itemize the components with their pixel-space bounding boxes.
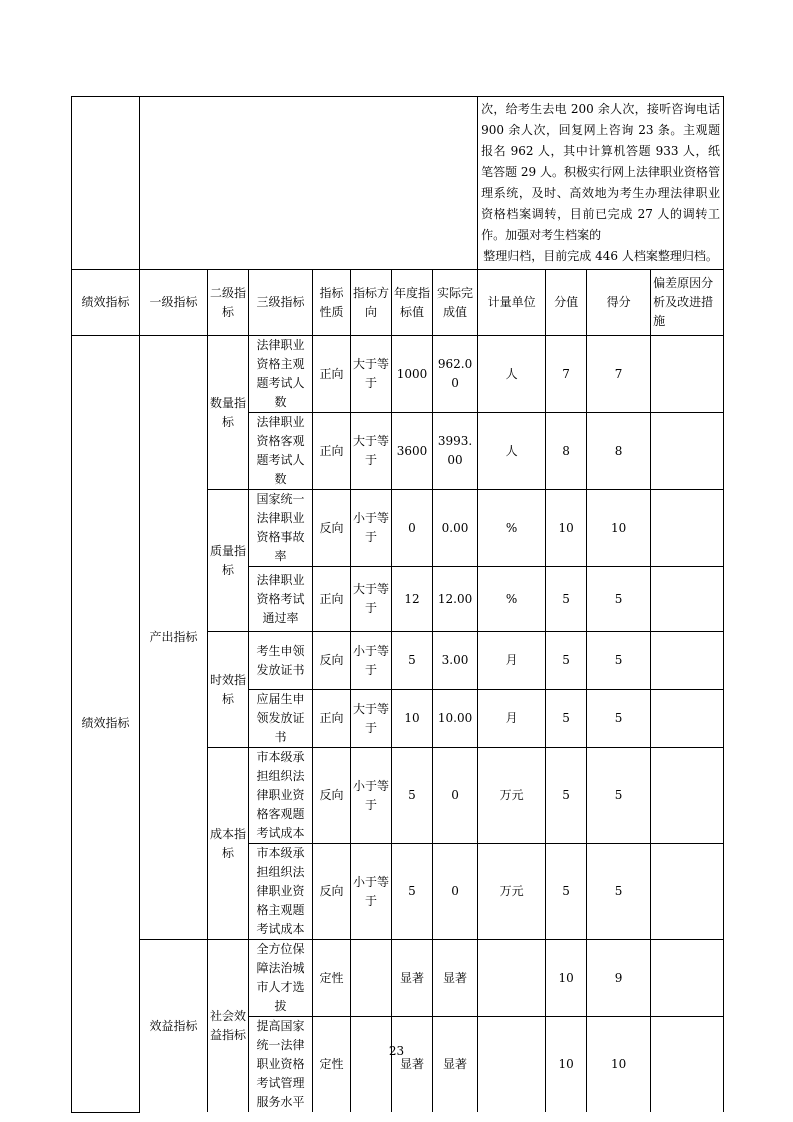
- indicator-annual: 5: [392, 748, 433, 844]
- text-line: 回复网上咨询 23 条。主观题报名 962 人，其中计算机答: [481, 123, 721, 158]
- indicator-annual: 5: [392, 844, 433, 940]
- level2-cost: 成本指标: [208, 748, 249, 940]
- text-line: 管理系统，及时、高效地为考生办理法律职业资格档案: [481, 165, 721, 221]
- header-nature: 指标性质: [313, 270, 351, 336]
- indicator-direction: 大于等于: [351, 567, 392, 632]
- indicator-nature: 反向: [313, 748, 351, 844]
- empty-cell: [140, 97, 478, 270]
- indicator-annual: 显著: [392, 940, 433, 1017]
- header-level1: 一级指标: [140, 270, 208, 336]
- indicator-unit: [478, 1017, 546, 1113]
- indicator-direction: [351, 1017, 392, 1113]
- page-number: 23: [388, 1044, 405, 1058]
- indicator-unit: [478, 940, 546, 1017]
- indicator-deviation: [651, 490, 724, 567]
- indicator-unit: 人: [478, 336, 546, 413]
- indicator-annual: 5: [392, 632, 433, 690]
- indicator-annual: 3600: [392, 413, 433, 490]
- indicator-actual: 962.00: [433, 336, 478, 413]
- indicator-score: 10: [546, 1017, 587, 1113]
- indicator-annual: 0: [392, 490, 433, 567]
- indicator-deviation: [651, 844, 724, 940]
- indicator-nature: 反向: [313, 490, 351, 567]
- indicator-actual: 显著: [433, 940, 478, 1017]
- indicator-nature: 定性: [313, 940, 351, 1017]
- continuation-row: [72, 97, 724, 270]
- indicator-score: 5: [546, 748, 587, 844]
- empty-cell: [72, 97, 140, 270]
- level2-quantity: 数量指标: [208, 336, 249, 490]
- indicator-name: 法律职业资格考试通过率: [249, 567, 313, 632]
- indicator-unit: 月: [478, 690, 546, 748]
- indicator-deviation: [651, 413, 724, 490]
- indicator-name: 考生申领发放证书: [249, 632, 313, 690]
- indicator-score: 5: [546, 844, 587, 940]
- header-actual: 实际完成值: [433, 270, 478, 336]
- header-direction: 指标方向: [351, 270, 392, 336]
- indicator-name: 法律职业资格客观题考试人数: [249, 413, 313, 490]
- header-annual: 年度指标值: [392, 270, 433, 336]
- indicator-annual: 10: [392, 690, 433, 748]
- indicator-direction: [351, 940, 392, 1017]
- indicator-actual: 0: [433, 844, 478, 940]
- indicator-annual: 1000: [392, 336, 433, 413]
- indicator-nature: 定性: [313, 1017, 351, 1113]
- level2-timeliness: 时效指标: [208, 632, 249, 748]
- indicator-name: 国家统一法律职业资格事故率: [249, 490, 313, 567]
- indicator-unit: 万元: [478, 748, 546, 844]
- header-perf-indicator: 绩效指标: [72, 270, 140, 336]
- indicator-got: 5: [587, 567, 651, 632]
- header-row: [72, 270, 724, 336]
- continuation-text: [478, 97, 724, 270]
- indicator-nature: 反向: [313, 844, 351, 940]
- header-level3: 三级指标: [249, 270, 313, 336]
- indicator-deviation: [651, 567, 724, 632]
- indicator-direction: 小于等于: [351, 748, 392, 844]
- indicator-annual: 显著: [392, 1017, 433, 1113]
- text-line: 调转，目前已完成 27 人的调转工作。加强对考生档案的: [481, 207, 721, 242]
- indicator-nature: 正向: [313, 690, 351, 748]
- indicator-direction: 小于等于: [351, 844, 392, 940]
- indicator-name: 市本级承担组织法律职业资格客观题考试成本: [249, 748, 313, 844]
- indicator-direction: 大于等于: [351, 336, 392, 413]
- indicator-name: 市本级承担组织法律职业资格主观题考试成本: [249, 844, 313, 940]
- indicator-unit: 月: [478, 632, 546, 690]
- indicator-name: 法律职业资格主观题考试人数: [249, 336, 313, 413]
- indicator-actual: 3993.00: [433, 413, 478, 490]
- table-row: [72, 336, 724, 413]
- indicator-annual: 12: [392, 567, 433, 632]
- indicator-actual: 0.00: [433, 490, 478, 567]
- header-unit: 计量单位: [478, 270, 546, 336]
- indicator-got: 10: [587, 1017, 651, 1113]
- indicator-direction: 小于等于: [351, 490, 392, 567]
- indicator-unit: 人: [478, 413, 546, 490]
- indicator-actual: 0: [433, 748, 478, 844]
- level1-output: 产出指标: [140, 336, 208, 940]
- text-line: 题 933 人，纸笔答题 29 人。积极实行网上法律职业资格: [481, 144, 721, 179]
- indicator-deviation: [651, 336, 724, 413]
- indicator-actual: 3.00: [433, 632, 478, 690]
- indicator-got: 10: [587, 490, 651, 567]
- indicator-nature: 正向: [313, 567, 351, 632]
- indicator-name: 提高国家统一法律职业资格考试管理服务水平: [249, 1017, 313, 1113]
- indicator-score: 5: [546, 567, 587, 632]
- indicator-score: 8: [546, 413, 587, 490]
- indicator-got: 5: [587, 690, 651, 748]
- indicator-unit: 万元: [478, 844, 546, 940]
- indicator-deviation: [651, 748, 724, 844]
- indicator-direction: 小于等于: [351, 632, 392, 690]
- indicator-unit: %: [478, 490, 546, 567]
- header-level2: 二级指标: [208, 270, 249, 336]
- indicator-nature: 正向: [313, 336, 351, 413]
- indicator-unit: %: [478, 567, 546, 632]
- group-label: 绩效指标: [72, 336, 140, 1113]
- indicator-direction: 大于等于: [351, 413, 392, 490]
- indicator-direction: 大于等于: [351, 690, 392, 748]
- indicator-got: 5: [587, 632, 651, 690]
- indicator-actual: 10.00: [433, 690, 478, 748]
- indicator-got: 5: [587, 748, 651, 844]
- indicator-deviation: [651, 690, 724, 748]
- indicator-got: 8: [587, 413, 651, 490]
- indicator-actual: 12.00: [433, 567, 478, 632]
- header-deviation: 偏差原因分析及改进措施: [651, 270, 724, 336]
- level1-benefit: 效益指标: [140, 940, 208, 1113]
- indicator-deviation: [651, 632, 724, 690]
- indicator-name: 应届生申领发放证书: [249, 690, 313, 748]
- indicator-actual: 显著: [433, 1017, 478, 1113]
- indicator-score: 5: [546, 690, 587, 748]
- indicator-name: 全方位保障法治城市人才选拔: [249, 940, 313, 1017]
- indicator-deviation: [651, 1017, 724, 1113]
- indicator-nature: 正向: [313, 413, 351, 490]
- indicator-got: 9: [587, 940, 651, 1017]
- indicator-got: 7: [587, 336, 651, 413]
- table-row: [72, 940, 724, 1017]
- header-got: 得分: [587, 270, 651, 336]
- text-line: 次，给考生去电 200 余人次，接听咨询电话 900 余人次，: [481, 102, 721, 137]
- indicator-score: 7: [546, 336, 587, 413]
- header-score: 分值: [546, 270, 587, 336]
- text-line: 整理归档，目前完成 446 人档案整理归档。: [483, 249, 718, 263]
- performance-table: [71, 96, 724, 1113]
- level2-social: 社会效益指标: [208, 940, 249, 1113]
- indicator-nature: 反向: [313, 632, 351, 690]
- indicator-deviation: [651, 940, 724, 1017]
- indicator-got: 5: [587, 844, 651, 940]
- indicator-score: 5: [546, 632, 587, 690]
- level2-quality: 质量指标: [208, 490, 249, 632]
- indicator-score: 10: [546, 490, 587, 567]
- indicator-score: 10: [546, 940, 587, 1017]
